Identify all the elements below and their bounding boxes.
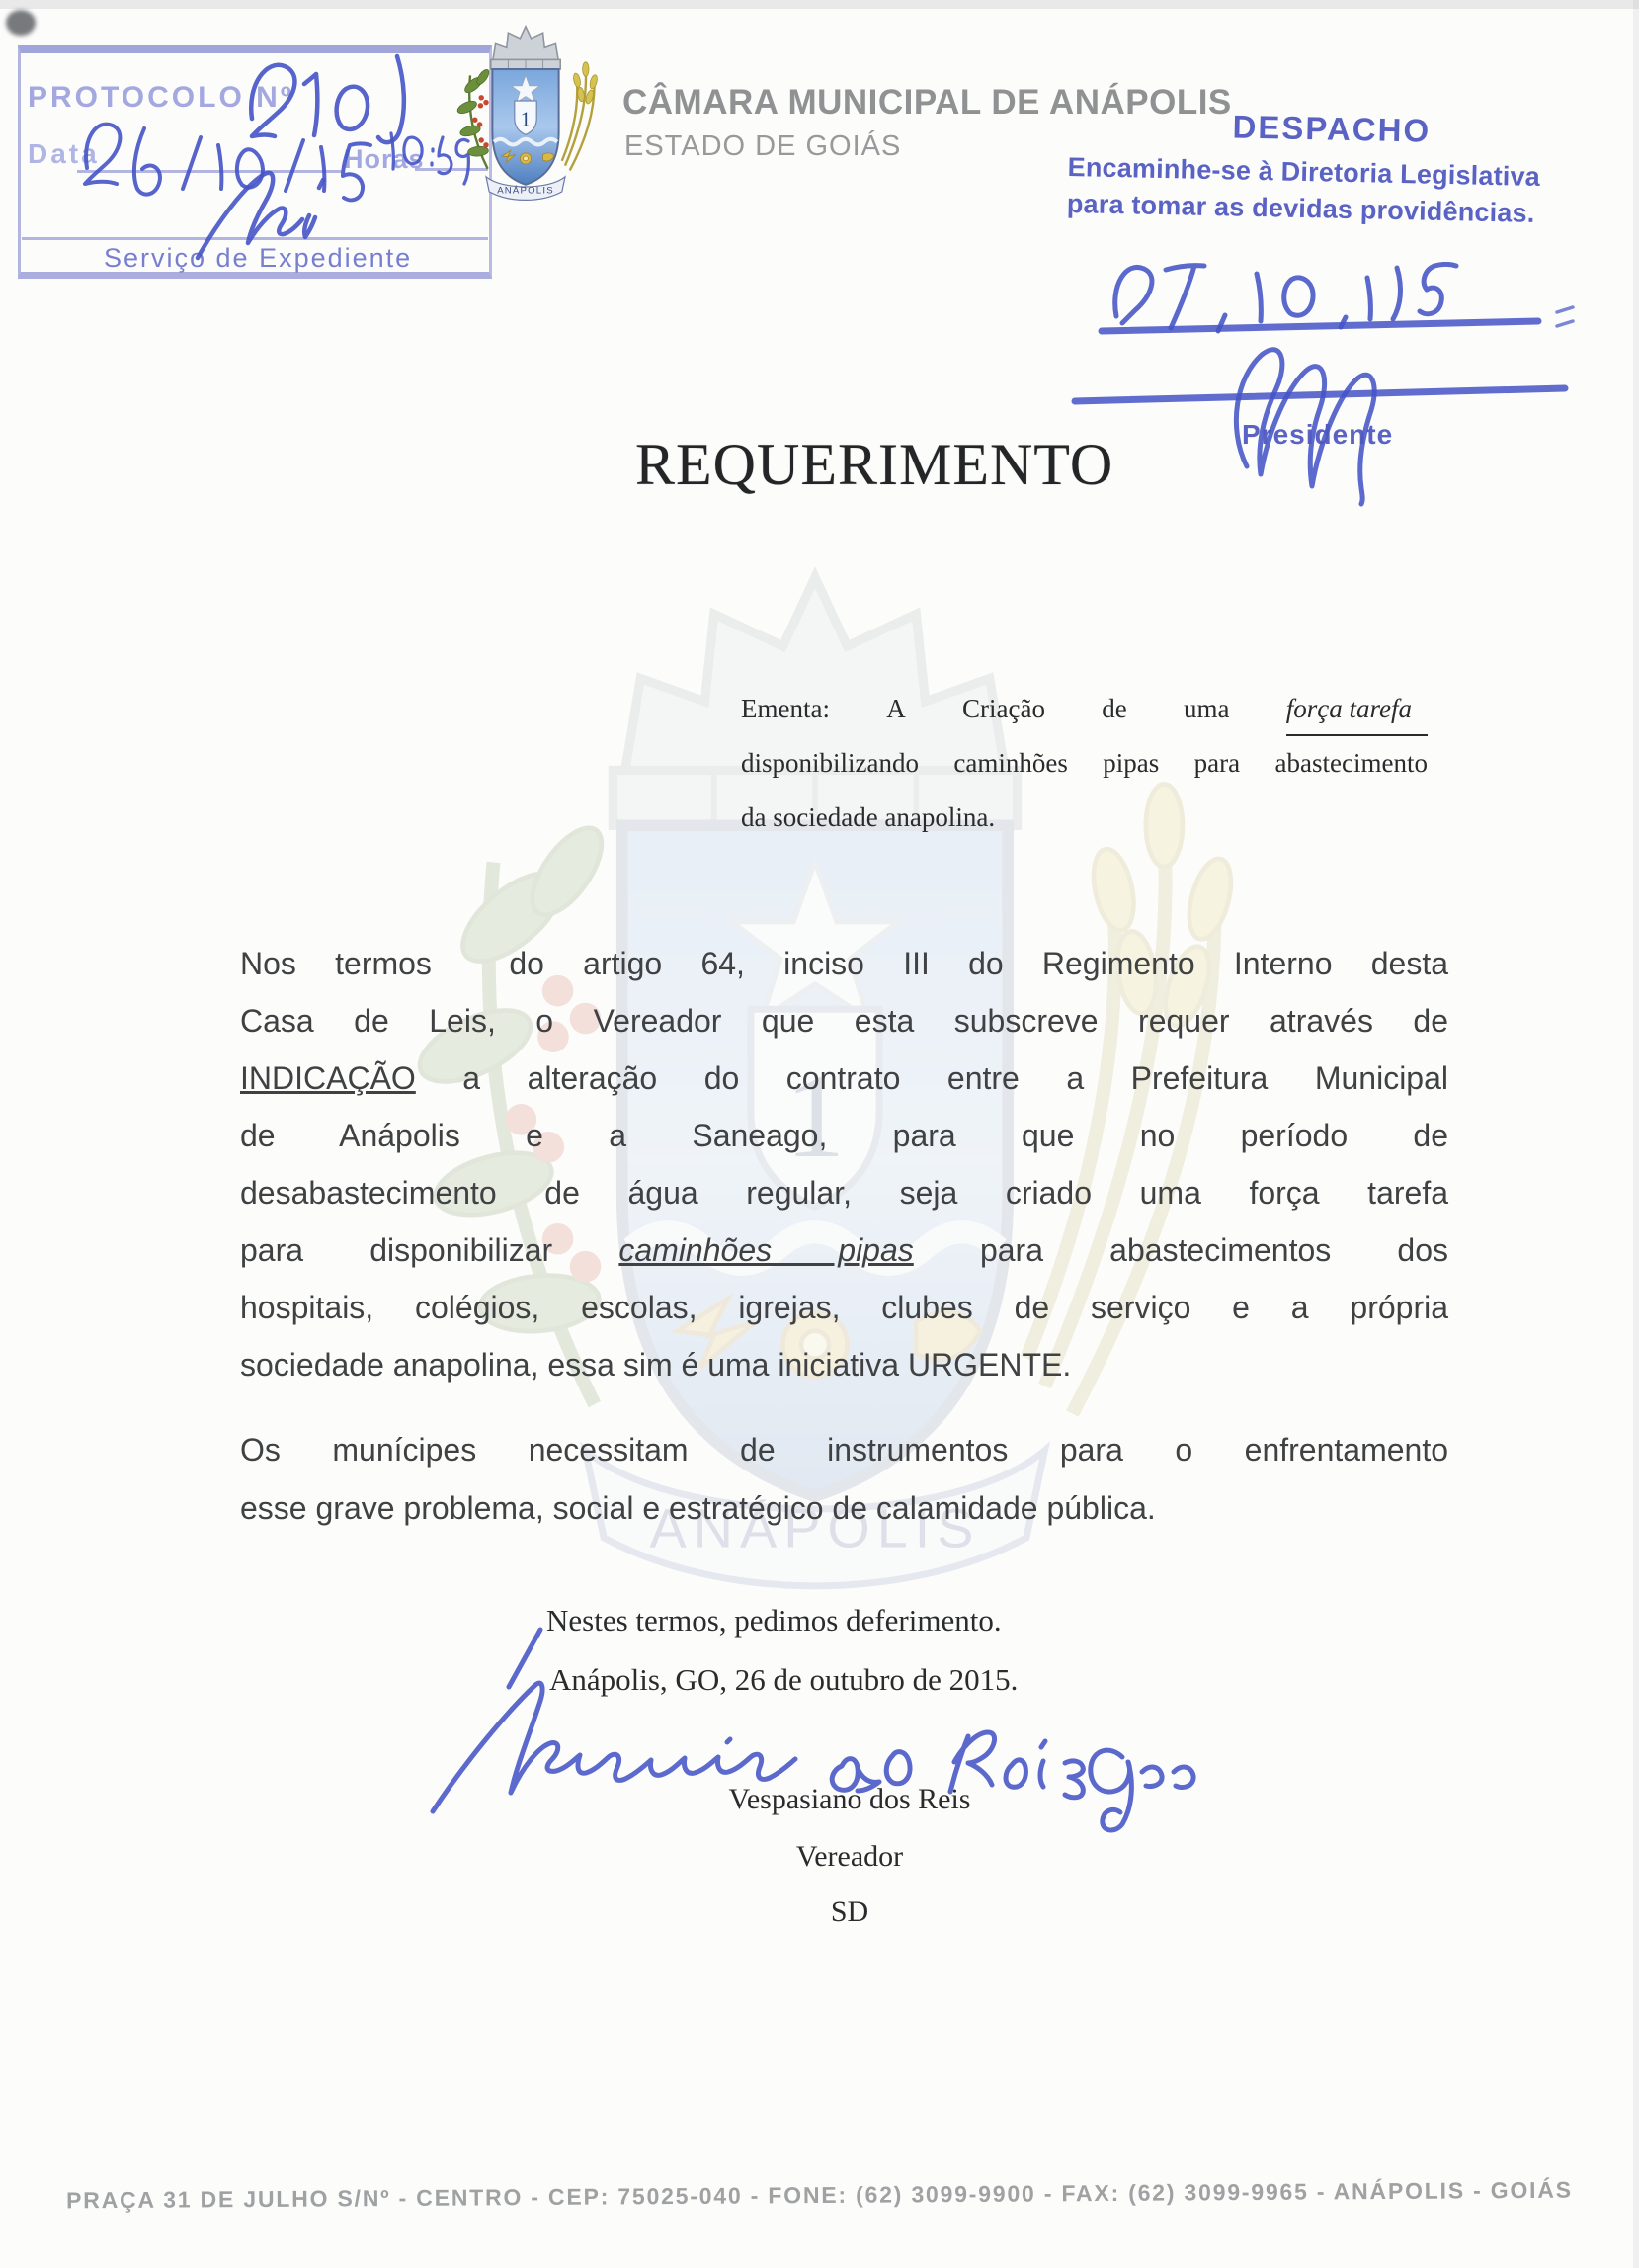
despacho-line-2: para tomar as devidas providências.: [1066, 188, 1535, 228]
ementa-line-1: Ementa: A Criação de uma força tarefa: [741, 682, 1428, 736]
ementa-line-3: da sociedade anapolina.: [741, 802, 996, 832]
body-paragraph-1: Nos termos do artigo 64, inciso III do Regimento Interno desta Casa de Leis, o Vereador que esta subscreve requer através de INDICAÇÃO a alteração do contrato entre a Prefeitura Municipal de Anápolis e a Saneago, para que no período de desabastecimento de água regular, seja criado uma força tarefa para disponibilizar caminhões pipas para abastecimentos dos hospitais, colégios, escolas, igrejas, clubes de serviço e a própria sociedade anapolina, essa sim é uma iniciativa URGENTE.: [240, 946, 1449, 1383]
closing-place-date: Anápolis, GO, 26 de outubro de 2015.: [549, 1662, 1019, 1697]
document-title: REQUERIMENTO: [635, 432, 1114, 497]
coat-of-arms: [447, 22, 605, 204]
signer-role: Vereador: [795, 1840, 904, 1873]
protocol-hours-label: Horas: [344, 144, 425, 174]
indicacao-underlined: INDICAÇÃO: [240, 1060, 416, 1096]
protocol-office-label: Serviço de Expediente: [104, 243, 413, 273]
ementa-highlight: força tarefa: [1286, 682, 1428, 736]
ementa-block: [741, 682, 1428, 845]
despacho-stamp: [1067, 105, 1542, 229]
caminhoes-pipas-underlined: caminhões pipas: [618, 1232, 914, 1268]
ementa-label: Ementa:: [741, 694, 830, 723]
org-subtitle: ESTADO DE GOIÁS: [624, 130, 902, 162]
protocol-date-label: Data: [28, 138, 100, 169]
despacho-title: DESPACHO: [1232, 108, 1432, 149]
protocol-handwriting-ink: [49, 35, 484, 272]
closing-terms: Nestes termos, pedimos deferimento.: [546, 1603, 1002, 1638]
scan-edge-shade: [0, 0, 1639, 9]
org-name: CÂMARA MUNICIPAL DE ANÁPOLIS: [622, 83, 1232, 122]
president-role-label: Presidente: [1242, 419, 1394, 450]
scan-edge-shade-right: [1633, 0, 1639, 2268]
despacho-line-1: Encaminhe-se à Diretoria Legislativa: [1067, 151, 1541, 193]
ementa-line-2: disponibilizando caminhões pipas para abastecimento: [741, 748, 1428, 778]
signer-name: Vespasiano dos Reis: [728, 1783, 971, 1815]
despacho-signature-underline: [1075, 388, 1565, 401]
footer-address: PRAÇA 31 DE JULHO S/Nº - CENTRO - CEP: 75025-040 - FONE: (62) 3099-9900 - FAX: (62) 3099-9965 - ANÁPOLIS - GOIÁS: [66, 2176, 1573, 2214]
scan-smudge: [6, 10, 36, 36]
signer-party: SD: [830, 1895, 869, 1928]
despacho-date-underline: [1102, 321, 1538, 331]
body-paragraph-2: Os munícipes necessitam de instrumentos para o enfrentamento esse grave problema, social e estratégico de calamidade pública.: [240, 1432, 1448, 1526]
protocol-number-label: PROTOCOLO Nº: [28, 81, 294, 114]
despacho-handwriting-ink: [1047, 237, 1600, 524]
